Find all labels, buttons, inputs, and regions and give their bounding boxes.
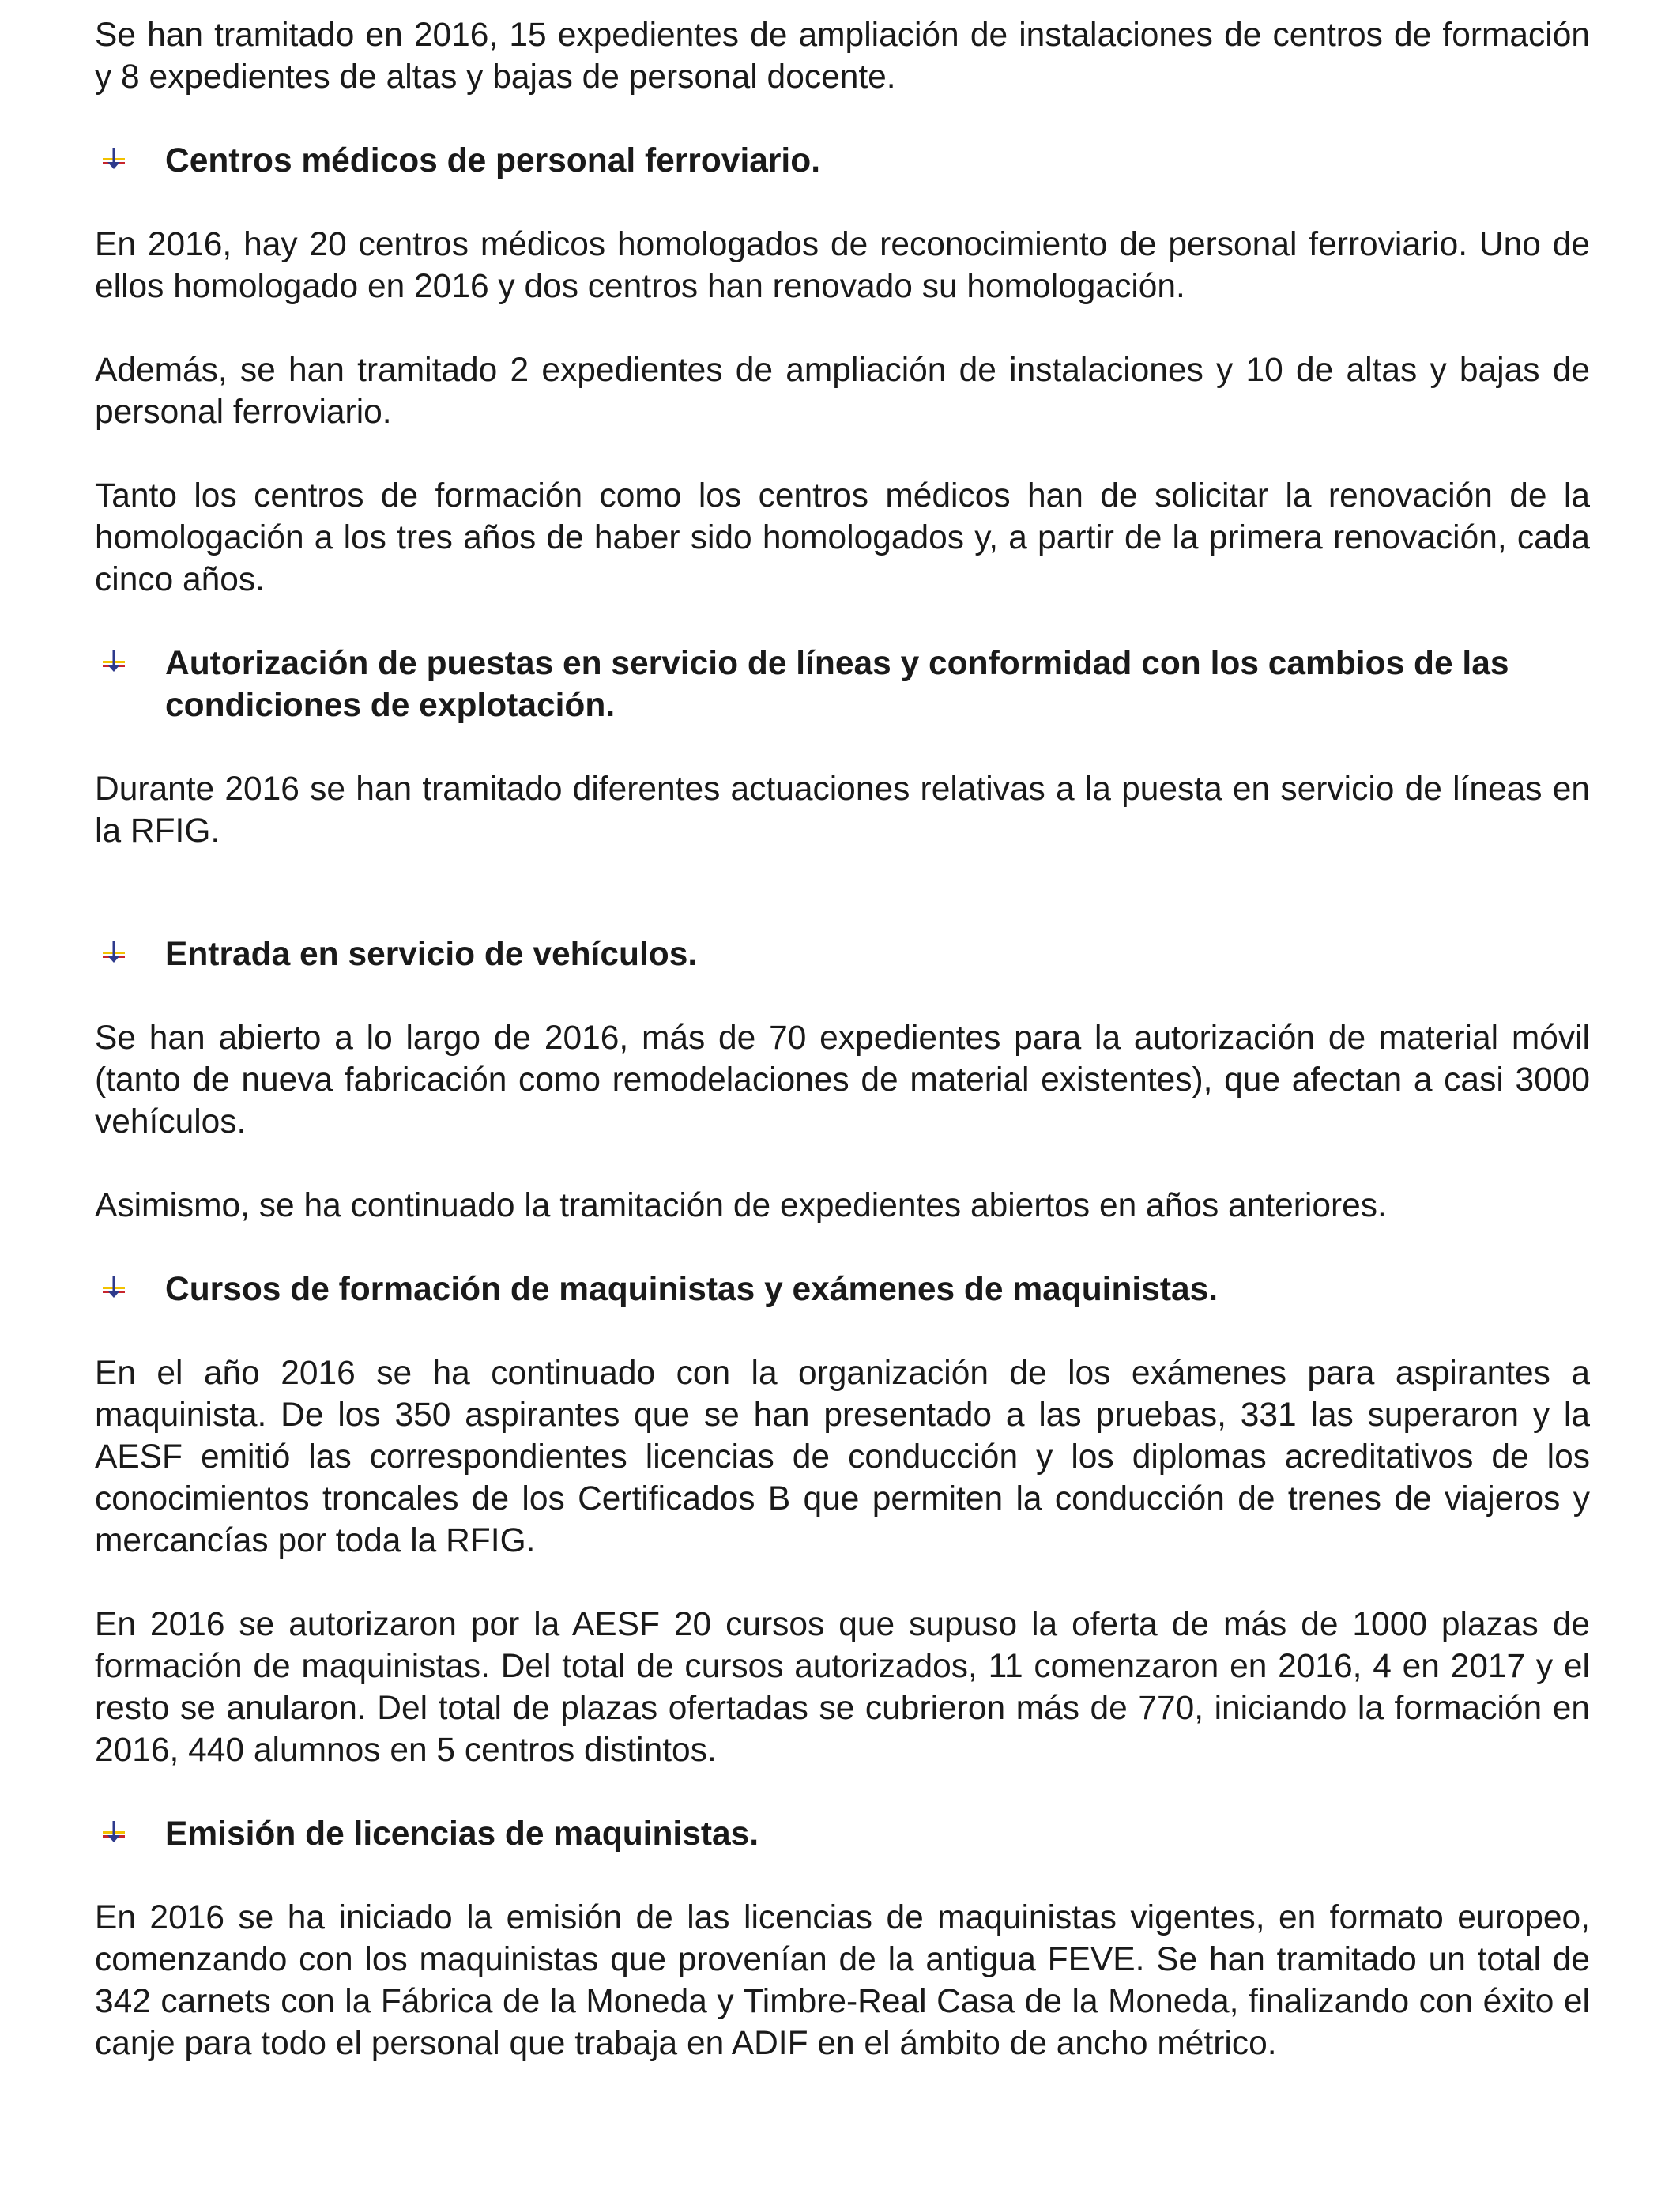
paragraph-renewal: Tanto los centros de formación como los centros médicos han de solicitar la renovación de la homologación a los tres años de haber sido homologados y, a partir de la primera renovación, cada cinco años. xyxy=(95,477,1590,598)
heading-driver-courses xyxy=(95,1269,1590,1310)
heading-text: Autorización de puestas en servicio de líneas y conformidad con los cambios de las condiciones de explotación. xyxy=(165,645,1509,724)
heading-text: Entrada en servicio de vehículos. xyxy=(165,936,698,973)
heading-vehicles xyxy=(95,933,1590,975)
heading-medical-centers xyxy=(95,140,1590,182)
arrow-down-bullet-icon xyxy=(103,941,125,963)
paragraph-training-files: Se han tramitado en 2016, 15 expedientes de ampliación de instalaciones de centros de formación y 8 expedientes de altas y bajas de personal docente. xyxy=(95,17,1590,96)
paragraph-license-issuance: En 2016 se ha iniciado la emisión de las licencias de maquinistas vigentes, en formato europeo, comenzando con los maquinistas que provenían de la antigua FEVE. Se han tramitado un total de 342 carnets con la Fábrica de la Moneda y Timbre-Real Casa de la Moneda, finalizando con éxito el canje para todo el personal que trabaja en ADIF en el ámbito de ancho métrico. xyxy=(95,1899,1590,2062)
heading-line-authorization xyxy=(95,643,1590,726)
paragraph-courses: En 2016 se autorizaron por la AESF 20 cursos que supuso la oferta de más de 1000 plazas de formación de maquinistas. Del total de cursos autorizados, 11 comenzaron en 2016, 4 en 2017 y el resto se anularon. Del total de plazas ofertadas se cubrieron más de 770, iniciando la formación en 2016, 440 alumnos en 5 centros distintos. xyxy=(95,1606,1590,1769)
arrow-down-bullet-icon xyxy=(103,148,125,170)
arrow-down-bullet-icon xyxy=(103,1821,125,1843)
paragraph-medical-centers: En 2016, hay 20 centros médicos homologados de reconocimiento de personal ferroviario. Uno de ellos homologado en 2016 y dos centros han renovado su homologación. xyxy=(95,226,1590,305)
document-page xyxy=(95,14,1590,2064)
paragraph-medical-files: Además, se han tramitado 2 expedientes de ampliación de instalaciones y 10 de altas y bajas de personal ferroviario. xyxy=(95,352,1590,431)
paragraph-exams: En el año 2016 se ha continuado con la organización de los exámenes para aspirantes a maquinista. De los 350 aspirantes que se han presentado a las pruebas, 331 las superaron y la AESF emitió las correspondientes licencias de conducción y los diplomas acreditativos de los conocimientos troncales de los Certificados B que permiten la conducción de trenes de viajeros y mercancías por toda la RFIG. xyxy=(95,1355,1590,1559)
paragraph-vehicle-files: Se han abierto a lo largo de 2016, más de 70 expedientes para la autorización de material móvil (tanto de nueva fabricación como remodelaciones de material existentes), que afectan a casi 3000 vehículos. xyxy=(95,1020,1590,1140)
paragraph-line-service: Durante 2016 se han tramitado diferentes actuaciones relativas a la puesta en servicio de líneas en la RFIG. xyxy=(95,771,1590,850)
arrow-down-bullet-icon xyxy=(103,1276,125,1299)
arrow-down-bullet-icon xyxy=(103,650,125,673)
heading-licenses xyxy=(95,1813,1590,1855)
heading-text: Cursos de formación de maquinistas y exámenes de maquinistas. xyxy=(165,1271,1219,1308)
heading-text: Centros médicos de personal ferroviario. xyxy=(165,142,820,179)
paragraph-previous-files: Asimismo, se ha continuado la tramitación de expedientes abiertos en años anteriores. xyxy=(95,1187,1387,1224)
heading-text: Emisión de licencias de maquinistas. xyxy=(165,1815,759,1853)
